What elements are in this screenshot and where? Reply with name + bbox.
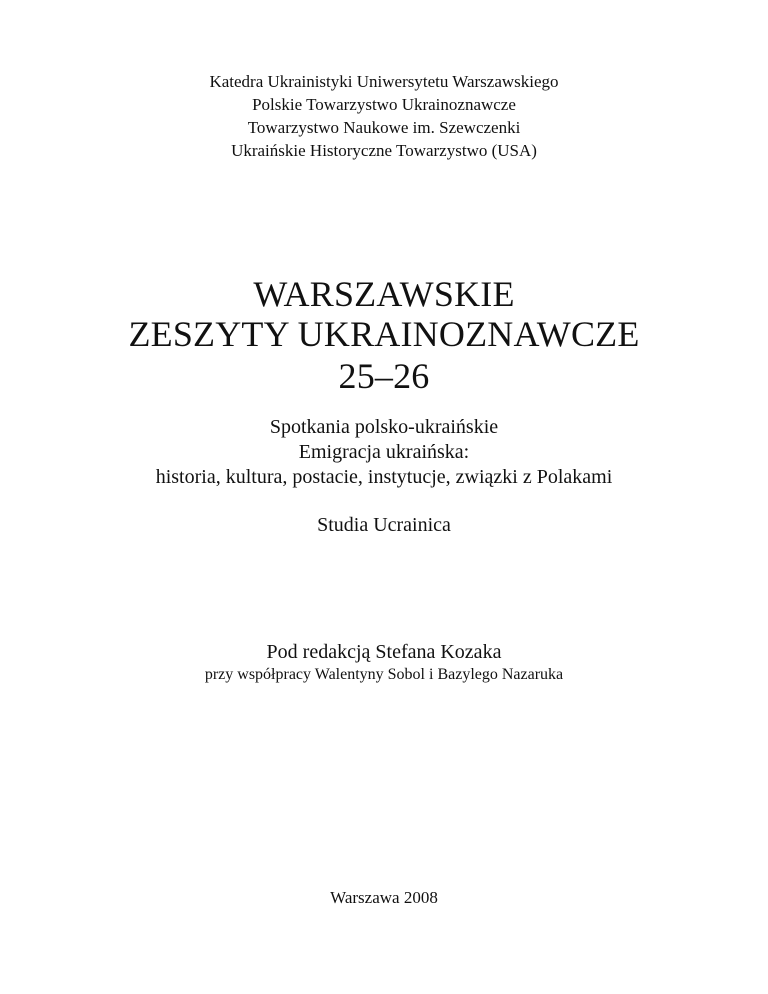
collaboration-line: przy współpracy Walentyny Sobol i Bazylego Nazaruka: [204, 666, 564, 683]
editor-line: Pod redakcją Stefana Kozaka: [266, 641, 502, 663]
series-name: Studia Ucrainica: [317, 514, 451, 536]
subtitle-line-3: historia, kultura, postacie, instytucje, związki z Polakami: [155, 466, 613, 488]
journal-title-line-1: WARSZAWSKIE: [253, 274, 515, 314]
journal-title-line-2: ZESZYTY UKRAINOZNAWCZE: [128, 314, 640, 354]
place-and-year: Warszawa 2008: [330, 888, 438, 907]
volume-number: 25–26: [338, 356, 430, 396]
institution-line-4: Ukraińskie Historyczne Towarzystwo (USA): [231, 141, 537, 160]
subtitle-line-1: Spotkania polsko-ukraińskie: [269, 416, 499, 438]
institution-line-2: Polskie Towarzystwo Ukrainoznawcze: [252, 95, 516, 114]
institution-line-3: Towarzystwo Naukowe im. Szewczenki: [247, 118, 521, 137]
subtitle-line-2: Emigracja ukraińska:: [298, 441, 470, 463]
institution-line-1: Katedra Ukrainistyki Uniwersytetu Warszawskiego: [209, 72, 559, 91]
